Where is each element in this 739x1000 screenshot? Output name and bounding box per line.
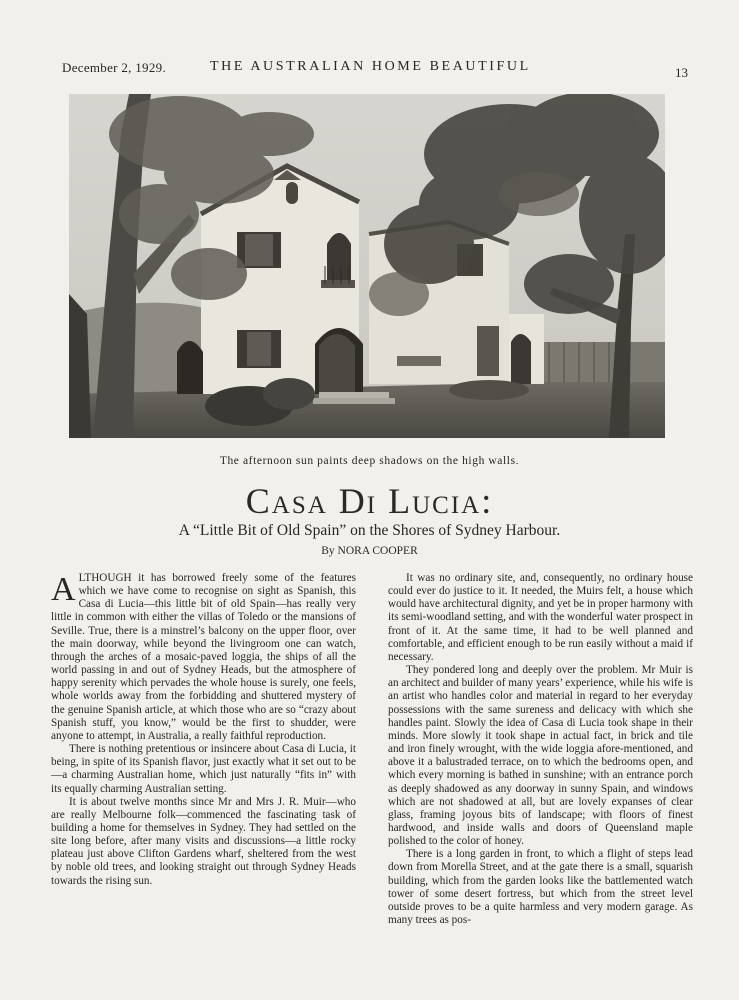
paragraph: There is nothing pretentious or insincere about Casa di Lucia, it being, in spite of its Spanish flavor, just exactly what it set out to be—a charming Australian home, which just naturally “fits in” with its equally charming Australian setting. bbox=[51, 743, 356, 795]
article-column-right bbox=[388, 572, 693, 927]
page-header bbox=[62, 60, 688, 82]
article-subtitle: A “Little Bit of Old Spain” on the Shores of Sydney Harbour. bbox=[178, 522, 561, 539]
house-photograph bbox=[69, 94, 665, 438]
paragraph bbox=[51, 572, 356, 743]
article-byline: By NORA COOPER bbox=[321, 545, 418, 557]
article-column-left bbox=[51, 572, 356, 888]
paragraph: It is about twelve months since Mr and Mrs J. R. Muir—who are really Melbourne folk—commenced the fascinating task of building a home for themselves in Sydney. They had settled on the site long before, after many visits and discussions—a little rocky plateau just above Clifton Gardens wharf, sheltered from the west by noble old trees, and looking straight out through Sydney Heads towards the rising sun. bbox=[51, 795, 356, 887]
magazine-title: THE AUSTRALIAN HOME BEAUTIFUL bbox=[210, 59, 531, 74]
photo-caption: The afternoon sun paints deep shadows on the high walls. bbox=[219, 455, 520, 467]
drop-cap: A bbox=[51, 571, 76, 608]
paragraph: There is a long garden in front, to which a flight of steps lead down from Morella Street, and at the gate there is a small, squarish building, which from the garden looks like the battlemented watch tower of some desert fortress, but which from the street level outside proves to be a quite harmless and very modern garage. As many trees as pos- bbox=[388, 848, 693, 927]
paragraph: They pondered long and deeply over the problem. Mr Muir is an architect and builder of many years’ experience, while his wife is an artist who handles color and material in regard to her everyday possessions with the same sureness and delicacy with which she handles paint. Slowly the idea of Casa di Lucia took shape in their minds. More slowly it took shape in actual fact, in brick and tile and iron finely wrought, with the wide loggia afore-mentioned, and above it a balustraded terrace, on to which the bedrooms open, and which every morning is bathed in sunshine; with an entrance porch as deeply shadowed as any doorway in sunny Spain, and windows which are not shadowed at all, but are lovely expanses of clear glass, framing joyous bits of landscape; with floors of finest hardwood, and inside walls and doors of Queensland maple polished to the color of honey. bbox=[388, 664, 693, 848]
article-title: Casa Di Lucia: bbox=[245, 481, 494, 521]
page-number: 13 bbox=[675, 65, 688, 80]
paragraph: It was no ordinary site, and, consequently, no ordinary house could ever do justice to it. It needed, the Muirs felt, a house which would have architectural dignity, and yet be in proper harmony with its semi-woodland setting, and with the wonderful water prospect in front of it. At the same time, it had to be well planned and comfortable, and efficient enough to be run easily without a maid if necessary. bbox=[388, 572, 693, 663]
paragraph-text: LTHOUGH it has borrowed freely some of the features which we have come to recognise on sight as Spanish, this Casa di Lucia—this little bit of old Spain—has really very little in common with either the villas of Toledo or the mansions of Seville. True, there is a minstrel’s balcony on the upper floor, over the main doorway, while beyond the livingroom one can watch, through the arches of a mosaic-paved loggia, the ships of all the world passing in and out of Sydney Heads, but the atmosphere of happy serenity which pervades the whole house is surely, one feels, whole worlds away from the forbidding and shuttered mystery of the genuine Spanish article, at which those who are so “crazy about Spanish stuff, you know,” would be the first to shudder, were anyone to attempt, in Australia, a really faithful reproduction. bbox=[51, 572, 356, 742]
issue-date: December 2, 1929. bbox=[62, 60, 167, 75]
